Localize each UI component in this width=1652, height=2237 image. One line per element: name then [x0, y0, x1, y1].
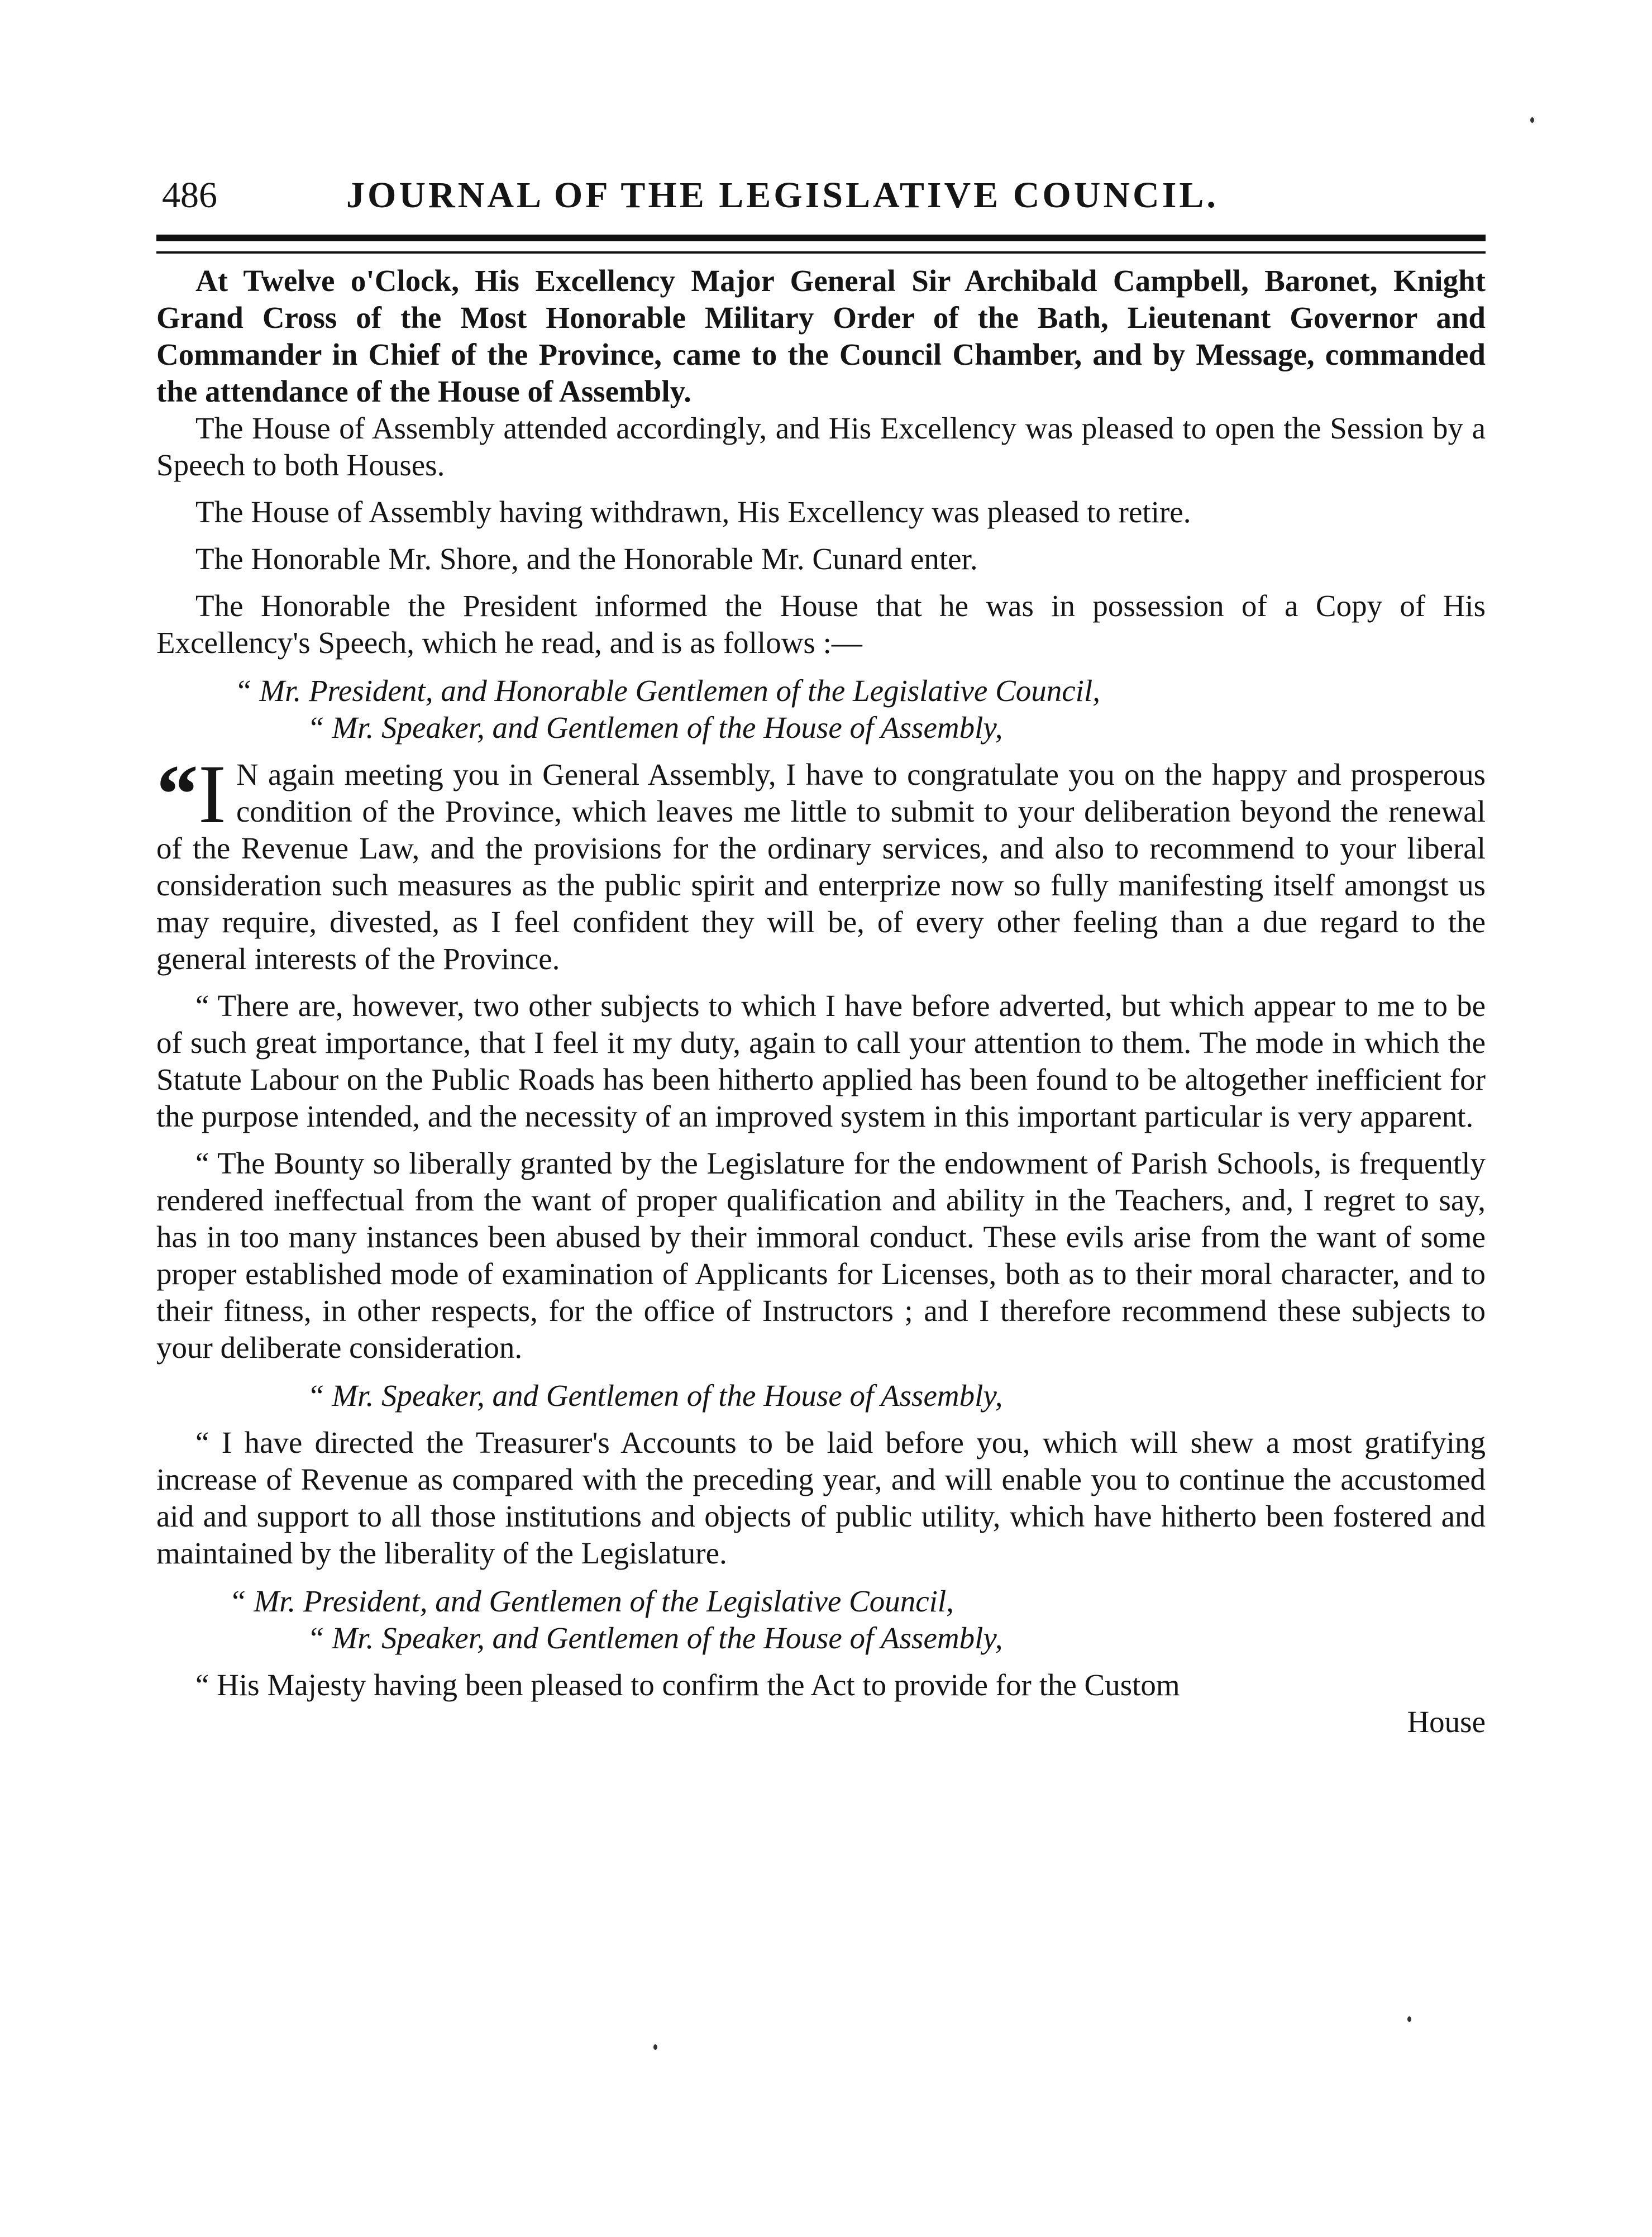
page-number: 486 [162, 175, 217, 216]
ink-speck [653, 2044, 657, 2050]
page-header [156, 168, 1486, 229]
ink-speck [1407, 2016, 1411, 2022]
members-enter-paragraph: The Honorable Mr. Shore, and the Honorable Mr. Cunard enter. [195, 542, 978, 576]
salutation-assembly-2: “ Mr. Speaker, and Gentlemen of the House of Assembly, [307, 1379, 1003, 1413]
ink-speck [1530, 117, 1534, 123]
president-informed-paragraph: The Honorable the President informed the House that he was in possession of a Copy of His Excellency's Speech, which he read, and is as follows :— [156, 589, 1486, 660]
catchword: House [1407, 1705, 1486, 1739]
header-rule [156, 235, 1486, 254]
drop-cap-letter: I [198, 748, 226, 841]
body-text [156, 263, 1486, 1740]
salutation-council-3: “ Mr. President, and Gentlemen of the Legislative Council, [229, 1584, 954, 1618]
speech-paragraph-2: “ There are, however, two other subjects to which I have before adverted, but which appear to me to be of such great importance, that I feel it my duty, again to call your attention to them. The mode in which the Statute Labour on the Public Roads has been hitherto applied has been found to be altogether inefficient for the purpose intended, and the necessity of an improved system in this important particular is very apparent. [156, 989, 1486, 1133]
speech-paragraph-1-text: N again meeting you in General Assembly, I have to congratulate you on the happy and prosperous condition of the Province, which leaves me little to submit to your deliberation beyond the renewal of the Revenue Law, and the provisions for the ordinary services, and also to recommend to your liberal consideration such measures as the public spirit and enterprize now so fully manifesting itself amongst us may require, divested, as I feel confident they will be, of every other feeling than a due regard to the general interests of the Province. [156, 757, 1486, 976]
drop-cap [156, 748, 226, 841]
speech-paragraph-4: “ I have directed the Treasurer's Accounts to be laid before you, which will shew a most gratifying increase of Revenue as compared with the preceding year, and will enable you to continue the accustomed aid and support to all those institutions and objects of public utility, which have hitherto been fostered and maintained by the liberality of the Legislature. [156, 1425, 1486, 1570]
salutation-assembly-3: “ Mr. Speaker, and Gentlemen of the House of Assembly, [307, 1621, 1003, 1655]
salutation-assembly: “ Mr. Speaker, and Gentlemen of the House of Assembly, [307, 710, 1003, 745]
opening-paragraph: At Twelve o'Clock, His Excellency Major General Sir Archibald Campbell, Baronet, Knight Grand Cross of the Most Honorable Military Order of the Bath, Lieutenant Governor and Commander in Chief of the Province, came to the Council Chamber, and by Message, commanded the attendance of the House of Assembly. [156, 264, 1486, 408]
withdrawn-paragraph: The House of Assembly having withdrawn, His Excellency was pleased to retire. [195, 495, 1191, 529]
salutation-council: “ Mr. President, and Honorable Gentlemen of the Legislative Council, [235, 674, 1100, 708]
speech-paragraph-3: “ The Bounty so liberally granted by the Legislature for the endowment of Parish Schools, is frequently rendered ineffectual from the want of proper qualification and ability in the Teachers, and, I regret to say, has in too many instances been abused by their immoral conduct. These evils arise from the want of some proper established mode of examination of Applicants for Licenses, both as to their moral character, and to their fitness, in other respects, for the office of Instructors ; and I therefore recommend these subjects to your deliberate consideration. [156, 1146, 1486, 1365]
speech-paragraph-1 [156, 748, 1486, 977]
opening-quote-mark: “ [156, 748, 198, 841]
speech-salutation-3 [156, 1583, 1486, 1657]
speech-salutation-2 [156, 1377, 1486, 1414]
speech-paragraph-5: “ His Majesty having been pleased to confirm the Act to provide for the Custom [195, 1668, 1180, 1702]
running-head: JOURNAL OF THE LEGISLATIVE COUNCIL. [346, 175, 1219, 216]
speech-salutation-1 [156, 672, 1486, 746]
house-attended-paragraph: The House of Assembly attended accordingly, and His Excellency was pleased to open the Session by a Speech to both Houses. [156, 411, 1486, 482]
